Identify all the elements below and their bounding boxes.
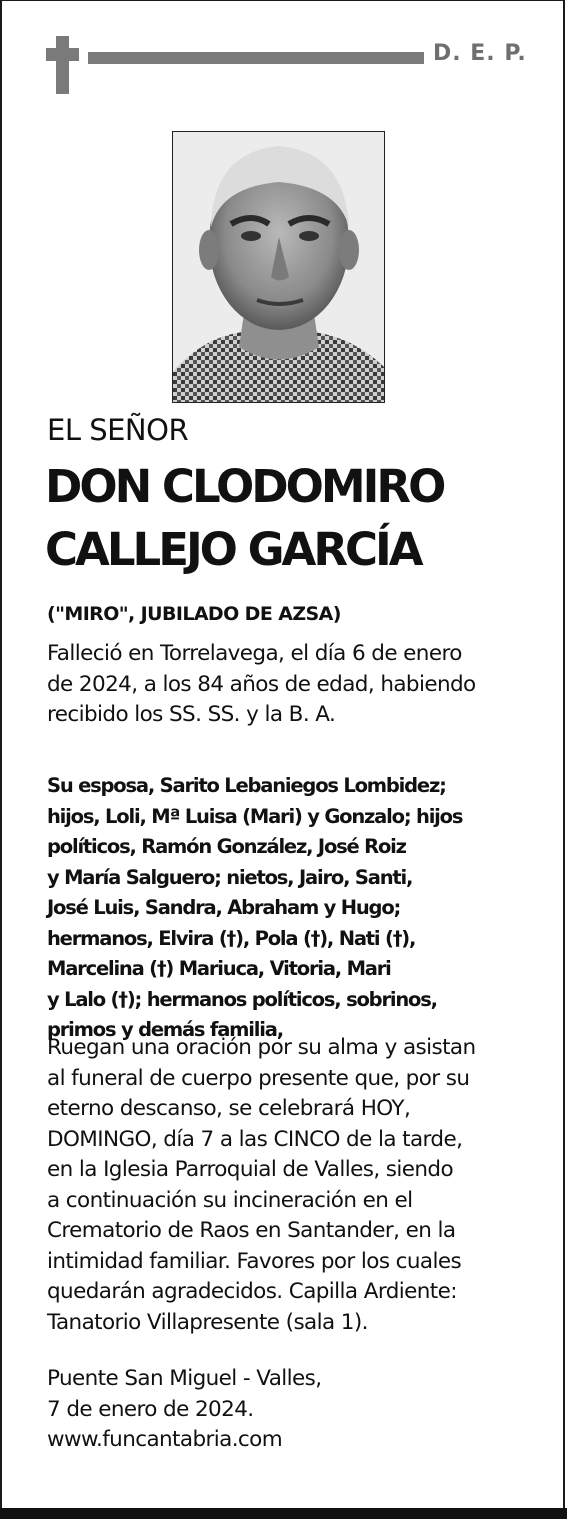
funeral-line: DOMINGO, día 7 a las CINCO de la tarde, <box>47 1126 463 1152</box>
funeral-line: intimidad familiar. Favores por los cuales <box>47 1248 462 1274</box>
funeral-notice <box>47 1033 476 1338</box>
honorific-title: EL SEÑOR <box>47 413 189 447</box>
footer-date: 7 de enero de 2024. <box>47 1396 254 1422</box>
funeral-line: en la Iglesia Parroquial de Valles, siendo <box>47 1157 454 1182</box>
footer-place: Puente San Miguel - Valles, <box>47 1366 322 1391</box>
funeral-line: Tanatorio Villapresente (sala 1). <box>47 1309 368 1335</box>
footer-block <box>47 1364 322 1456</box>
funeral-line: quedarán agradecidos. Capilla Ardiente: <box>47 1279 457 1304</box>
name-line-1: DON CLODOMIRO <box>45 460 444 513</box>
death-notice <box>47 639 476 731</box>
family-line: y Lalo (†); hermanos políticos, sobrinos, <box>47 987 437 1011</box>
family-line: Marcelina (†) Mariuca, Vitoria, Mari <box>47 957 391 980</box>
funeral-line: eterno descanso, se celebrará HOY, <box>47 1096 411 1121</box>
death-notice-line: recibido los SS. SS. y la B. A. <box>47 702 336 727</box>
death-notice-line: de 2024, a los 84 años de edad, habiendo <box>47 671 476 697</box>
nickname-line: ("MIRO", JUBILADO DE AZSA) <box>47 603 341 625</box>
family-line: y María Salguero; nietos, Jairo, Santi, <box>47 865 413 889</box>
name-line-2: CALLEJO GARCÍA <box>45 523 421 576</box>
portrait-photo <box>172 131 385 403</box>
family-line: hermanos, Elvira (†), Pola (†), Nati (†), <box>47 926 416 950</box>
bottom-rule <box>0 1508 567 1519</box>
deceased-name <box>45 455 443 581</box>
funeral-line: al funeral de cuerpo presente que, por su <box>47 1065 470 1091</box>
family-list <box>47 771 462 1046</box>
funeral-line: Crematorio de Raos en Santander, en la <box>47 1218 456 1243</box>
death-notice-line: Falleció en Torrelavega, el día 6 de enero <box>47 641 462 666</box>
family-line: José Luis, Sandra, Abraham y Hugo; <box>47 896 401 919</box>
header-rule <box>88 52 424 64</box>
funeral-line: Ruegan una oración por su alma y asistan <box>47 1035 476 1060</box>
family-line: Su esposa, Sarito Lebaniegos Lombidez; <box>47 774 446 797</box>
footer-website: www.funcantabria.com <box>47 1427 283 1452</box>
family-line: primos y demás familia, <box>47 1018 283 1041</box>
family-line: políticos, Ramón González, José Roiz <box>47 835 406 858</box>
funeral-line: a continuación su incineración en el <box>47 1187 413 1213</box>
family-line: hijos, Loli, Mª Luisa (Mari) y Gonzalo; hijos <box>47 804 463 828</box>
dep-label: D. E. P. <box>433 41 527 66</box>
